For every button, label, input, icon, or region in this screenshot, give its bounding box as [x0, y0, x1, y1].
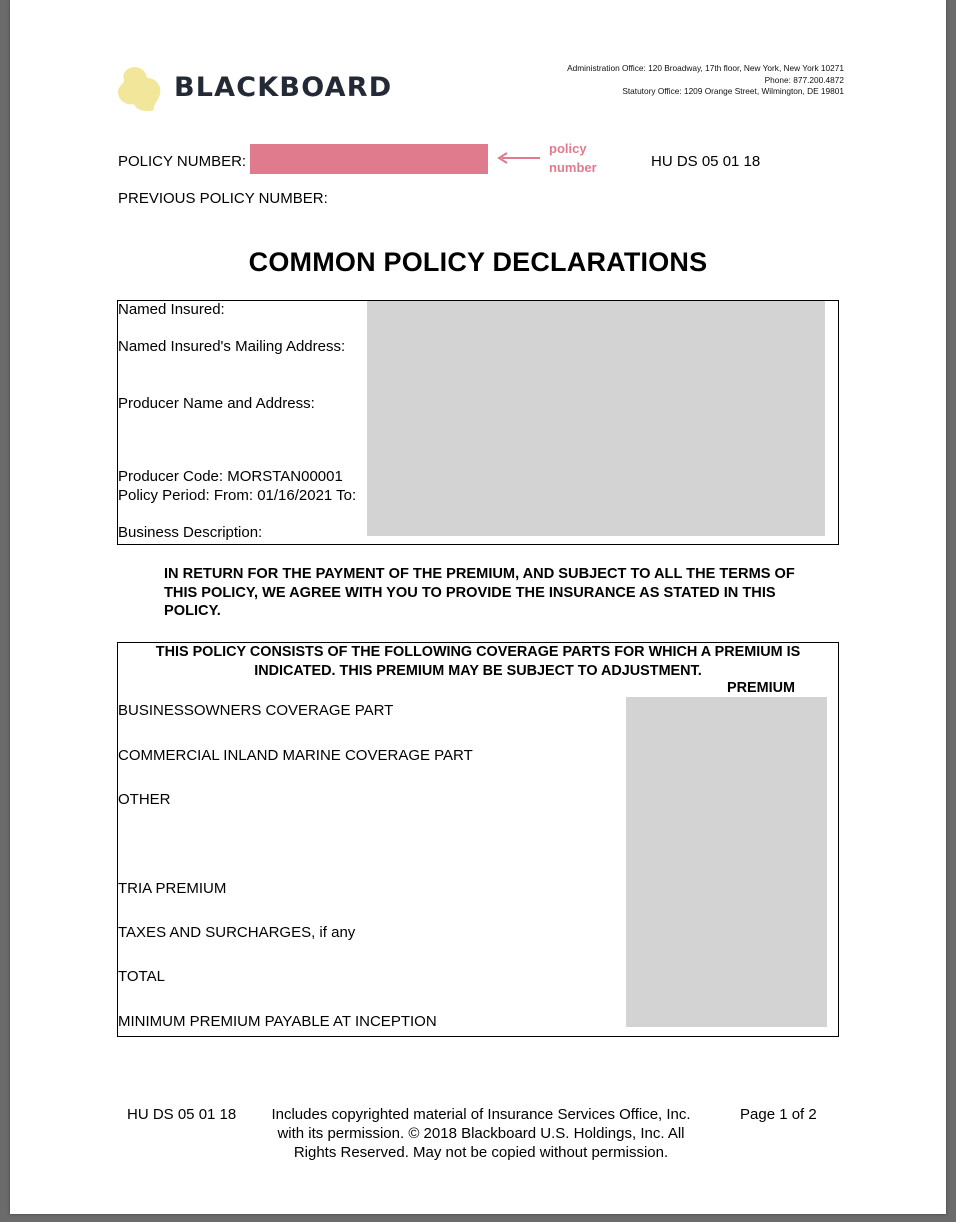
business-description-label: Business Description:	[118, 524, 263, 541]
footer-page-number: Page 1 of 2	[740, 1106, 817, 1123]
coverage-row: MINIMUM PREMIUM PAYABLE AT INCEPTION	[118, 1013, 437, 1030]
premium-column-header: PREMIUM	[727, 680, 795, 696]
form-code: HU DS 05 01 18	[651, 153, 761, 170]
statutory-address-line: Statutory Office: 1209 Orange Street, Wilmington, DE 19801	[622, 86, 844, 96]
producer-name-label: Producer Name and Address:	[118, 395, 315, 412]
company-name: BLACKBOARD	[174, 72, 393, 103]
company-address	[567, 63, 844, 98]
previous-policy-number-label: PREVIOUS POLICY NUMBER:	[118, 190, 328, 207]
coverage-row: OTHER	[118, 791, 171, 808]
address-line: Administration Office: 120 Broadway, 17th floor, New York, New York 10271	[567, 63, 844, 73]
producer-code: Producer Code: MORSTAN00001	[118, 468, 343, 485]
footer-copyright: Includes copyrighted material of Insurance Services Office, Inc. with its permission. © 2018 Blackboard U.S. Holdings, Inc. All Rights Reserved. May not be copied without permission.	[271, 1106, 691, 1161]
policy-period: Policy Period: From: 01/16/2021 To:	[118, 487, 357, 504]
coverage-heading: THIS POLICY CONSISTS OF THE FOLLOWING COVERAGE PARTS FOR WHICH A PREMIUM IS INDICATED. THIS PREMIUM MAY BE SUBJECT TO ADJUSTMENT.	[155, 644, 801, 679]
footer-form-code: HU DS 05 01 18	[127, 1106, 237, 1123]
policy-number-annotation: policy number	[549, 141, 597, 175]
insured-info-redaction	[367, 301, 825, 536]
premium-redaction	[626, 697, 827, 1027]
coverage-row: COMMERCIAL INLAND MARINE COVERAGE PART	[118, 747, 473, 764]
policy-number-label: POLICY NUMBER:	[118, 153, 247, 170]
arrow-left-icon	[496, 151, 542, 165]
phone-line: Phone: 877.200.4872	[764, 74, 844, 85]
coverage-row: TRIA PREMIUM	[118, 880, 227, 897]
named-insured-label: Named Insured:	[118, 301, 225, 318]
coverage-row: BUSINESSOWNERS COVERAGE PART	[118, 702, 394, 719]
coverage-row: TAXES AND SURCHARGES, if any	[118, 924, 356, 941]
policy-number-redaction	[250, 144, 488, 174]
agreement-statement: IN RETURN FOR THE PAYMENT OF THE PREMIUM, AND SUBJECT TO ALL THE TERMS OF THIS POLICY, WE AGREE WITH YOU TO PROVIDE THE INSURANCE AS STATED IN THIS POLICY.	[164, 566, 795, 619]
mailing-address-label: Named Insured's Mailing Address:	[118, 338, 346, 355]
coverage-row: TOTAL	[118, 968, 165, 985]
blackboard-logo-icon	[116, 66, 164, 112]
page-title: COMMON POLICY DECLARATIONS	[248, 247, 708, 277]
